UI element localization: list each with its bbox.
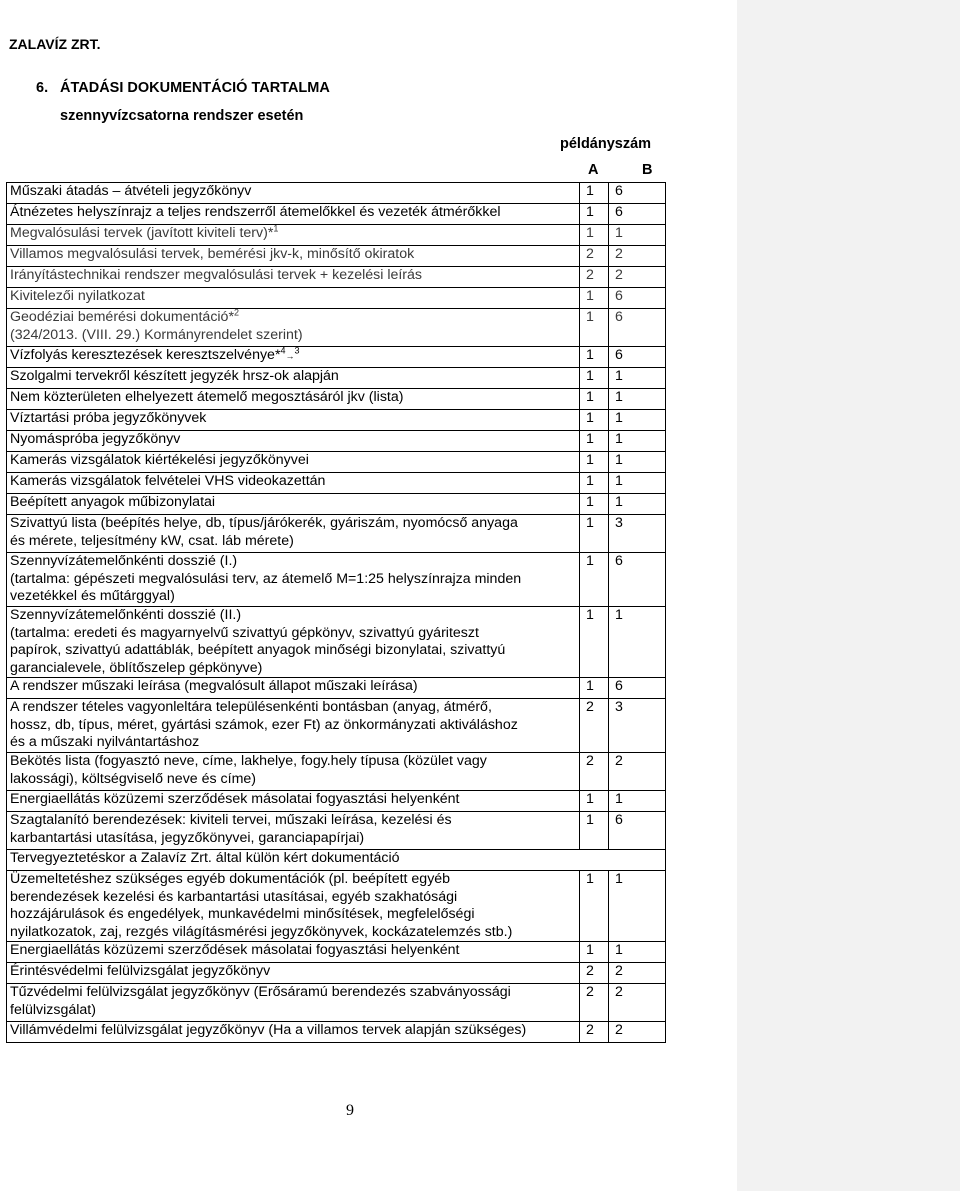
footnote-ref: 1 — [273, 223, 279, 234]
item-cell — [7, 553, 580, 607]
item-text-line2: karbantartási utasítása, jegyzőkönyvei, garanciapapírjai) — [10, 829, 365, 846]
copies-a: 1 — [580, 473, 609, 494]
copies-a: 1 — [580, 871, 609, 942]
table-row — [7, 850, 666, 871]
item-text: Szennyvízátemelőnkénti dosszié (II.) — [10, 607, 242, 623]
item-text-line2: (324/2013. (VIII. 29.) Kormányrendelet szerint) — [10, 326, 303, 343]
table-row — [7, 389, 666, 410]
document-table — [6, 182, 666, 1043]
item-text: Szagtalanító berendezések: kiviteli tervei, műszaki leírása, kezelési és — [10, 812, 452, 828]
item-text-line3: papírok, szivattyú adattáblák, beépített anyagok minőségi bizonylatai, szivattyú — [10, 642, 506, 658]
copies-a: 2 — [580, 699, 609, 753]
copies-b: 2 — [609, 753, 666, 791]
table-row — [7, 942, 666, 963]
copies-b: 1 — [609, 942, 666, 963]
table-row — [7, 347, 666, 368]
footnote-ref: 4 — [280, 345, 286, 356]
column-b-header: B — [642, 162, 653, 178]
table-row — [7, 267, 666, 288]
copies-a: 2 — [580, 984, 609, 1022]
section-title: ÁTADÁSI DOKUMENTÁCIÓ TARTALMA — [60, 80, 330, 96]
item-text: Kamerás vizsgálatok kiértékelési jegyzőkönyvei — [7, 452, 580, 473]
copies-a: 1 — [580, 347, 609, 368]
item-text: Műszaki átadás – átvételi jegyzőkönyv — [7, 183, 580, 204]
item-text: Érintésvédelmi felülvizsgálat jegyzőkönyv — [7, 963, 580, 984]
item-text: Megvalósulási tervek (javított kiviteli terv)* — [10, 225, 274, 241]
copies-a: 1 — [580, 452, 609, 473]
table-row — [7, 515, 666, 553]
copies-a: 1 — [580, 494, 609, 515]
item-text: Víztartási próba jegyzőkönyvek — [7, 410, 580, 431]
item-text: Nyomáspróba jegyzőkönyv — [7, 431, 580, 452]
item-cell — [7, 309, 580, 347]
copies-a: 1 — [580, 288, 609, 309]
item-text-line2: felülvizsgálat) — [10, 1001, 96, 1018]
copies-b: 1 — [609, 368, 666, 389]
item-text-line2: lakossági), költségviselő neve és címe) — [10, 770, 257, 787]
item-text: Átnézetes helyszínrajz a teljes rendszerről átemelőkkel és vezeték átmérőkkel — [7, 204, 580, 225]
item-text-line3: és a műszaki nyilvántartáshoz — [10, 734, 200, 750]
copies-b: 2 — [609, 984, 666, 1022]
item-text: A rendszer műszaki leírása (megvalósult állapot műszaki leírása) — [7, 678, 580, 699]
copies-a: 1 — [580, 553, 609, 607]
copies-a: 1 — [580, 368, 609, 389]
item-cell — [7, 347, 580, 368]
table-row — [7, 699, 666, 753]
copies-b: 1 — [609, 791, 666, 812]
copies-b: 6 — [609, 183, 666, 204]
copies-a: 1 — [580, 942, 609, 963]
item-text-line2: (tartalma: gépészeti megvalósulási terv, az átemelő M=1:25 helyszínrajza minden — [10, 570, 522, 587]
copies-a: 1 — [580, 791, 609, 812]
item-cell — [7, 812, 580, 850]
section-number: 6. — [36, 80, 49, 96]
item-cell — [7, 871, 580, 942]
copies-b: 6 — [609, 553, 666, 607]
item-text: Tervegyeztetéskor a Zalavíz Zrt. által külön kért dokumentáció — [7, 850, 666, 871]
table-row — [7, 225, 666, 246]
table-row — [7, 607, 666, 678]
copies-a: 1 — [580, 812, 609, 850]
item-text: Szennyvízátemelőnkénti dosszié (I.) — [10, 553, 238, 569]
item-text: Tűzvédelmi felülvizsgálat jegyzőkönyv (Erősáramú berendezés szabványossági — [10, 984, 511, 1000]
section-subtitle: szennyvízcsatorna rendszer esetén — [60, 108, 304, 124]
copies-label: példányszám — [560, 136, 652, 152]
copies-a: 1 — [580, 225, 609, 246]
comment-margin — [737, 0, 960, 1191]
copies-b: 1 — [609, 473, 666, 494]
table-row — [7, 204, 666, 225]
copies-b: 2 — [609, 963, 666, 984]
item-text: Vízfolyás keresztezések keresztszelvénye* — [10, 347, 281, 363]
copies-b: 2 — [609, 267, 666, 288]
item-text: Villamos megvalósulási tervek, bemérési jkv-k, minősítő okiratok — [7, 246, 580, 267]
item-text: Energiaellátás közüzemi szerződések másolatai fogyasztási helyenként — [7, 791, 580, 812]
section-heading — [36, 80, 330, 96]
copies-b: 1 — [609, 607, 666, 678]
copies-a: 2 — [580, 753, 609, 791]
item-text: Kivitelezői nyilatkozat — [7, 288, 580, 309]
table-row — [7, 678, 666, 699]
item-cell — [7, 225, 580, 246]
item-text: Nem közterületen elhelyezett átemelő megosztásáról jkv (lista) — [7, 389, 580, 410]
table-row — [7, 1022, 666, 1043]
table-row — [7, 553, 666, 607]
item-text-line4: garancialevele, öblítőszelep gépkönyve) — [10, 659, 263, 676]
copies-b: 3 — [609, 699, 666, 753]
table-row — [7, 984, 666, 1022]
item-text: Bekötés lista (fogyasztó neve, címe, lakhelye, fogy.hely típusa (közület vagy — [10, 753, 487, 769]
item-text-line3: hozzájárulások és engedélyek, munkavédelmi minősítések, megfelelőségi — [10, 906, 475, 922]
copies-a: 1 — [580, 389, 609, 410]
item-text: Szivattyú lista (beépítés helye, db, típus/járókerék, gyáriszám, nyomócső anyaga — [10, 515, 518, 531]
copies-a: 1 — [580, 309, 609, 347]
copies-a: 1 — [580, 410, 609, 431]
copies-a: 2 — [580, 246, 609, 267]
table-row — [7, 963, 666, 984]
copies-b: 2 — [609, 1022, 666, 1043]
item-text: Kamerás vizsgálatok felvételei VHS videokazettán — [7, 473, 580, 494]
item-text-line3: vezetékkel és műtárggyal) — [10, 588, 175, 604]
item-cell — [7, 699, 580, 753]
copies-b: 6 — [609, 812, 666, 850]
copies-b: 1 — [609, 410, 666, 431]
item-text-line2: berendezések kezelési és karbantartási utasításai, egyéb szakhatósági — [10, 888, 458, 905]
copies-b: 1 — [609, 225, 666, 246]
copies-a: 1 — [580, 515, 609, 553]
table-row — [7, 494, 666, 515]
copies-b: 6 — [609, 309, 666, 347]
copies-a: 1 — [580, 678, 609, 699]
item-text: Energiaellátás közüzemi szerződések másolatai fogyasztási helyenként — [7, 942, 580, 963]
copies-a: 1 — [580, 204, 609, 225]
table-row — [7, 473, 666, 494]
copies-b: 1 — [609, 452, 666, 473]
item-text: A rendszer tételes vagyonleltára településenkénti bontásban (anyag, átmérő, — [10, 699, 492, 715]
copies-b: 1 — [609, 431, 666, 452]
page-number: 9 — [346, 1102, 354, 1119]
table-row — [7, 753, 666, 791]
table-row — [7, 288, 666, 309]
copies-a: 1 — [580, 431, 609, 452]
copies-a: 2 — [580, 267, 609, 288]
copies-a: 1 — [580, 607, 609, 678]
copies-b: 6 — [609, 288, 666, 309]
item-text: Szolgalmi tervekről készített jegyzék hrsz-ok alapján — [7, 368, 580, 389]
copies-b: 2 — [609, 246, 666, 267]
table-row — [7, 368, 666, 389]
table-row — [7, 309, 666, 347]
table-row — [7, 452, 666, 473]
item-cell — [7, 753, 580, 791]
item-text: Geodéziai bemérési dokumentáció* — [10, 309, 234, 325]
item-text-line2: és mérete, teljesítmény kW, csat. láb mérete) — [10, 532, 294, 549]
copies-b: 1 — [609, 871, 666, 942]
item-text: Beépített anyagok műbizonylatai — [7, 494, 580, 515]
table-row — [7, 246, 666, 267]
copies-b: 6 — [609, 678, 666, 699]
company-name: ZALAVÍZ ZRT. — [9, 36, 101, 52]
item-text-line2: (tartalma: eredeti és magyarnyelvű szivattyú gépkönyv, szivattyú gyáriteszt — [10, 624, 479, 641]
table-row — [7, 183, 666, 204]
table-row — [7, 812, 666, 850]
table-row — [7, 410, 666, 431]
copies-b: 1 — [609, 494, 666, 515]
item-text-line2: hossz, db, típus, méret, gyártási számok, ezer Ft) az önkormányzati aktiváláshoz — [10, 716, 518, 733]
footnote-ref-2: 3 — [294, 345, 300, 356]
copies-b: 1 — [609, 389, 666, 410]
item-cell — [7, 984, 580, 1022]
item-text-line4: nyilatkozatok, zaj, rezgés világításmérési jegyzőkönyvek, kockázatelemzés stb.) — [10, 923, 513, 940]
arrow-icon: → — [285, 351, 295, 361]
item-text: Üzemeltetéshez szükséges egyéb dokumentációk (pl. beépített egyéb — [10, 871, 451, 887]
copies-b: 6 — [609, 347, 666, 368]
footnote-ref: 2 — [233, 307, 239, 318]
copies-a: 2 — [580, 963, 609, 984]
column-a-header: A — [588, 162, 599, 178]
item-cell — [7, 515, 580, 553]
item-text: Irányítástechnikai rendszer megvalósulási tervek + kezelési leírás — [7, 267, 580, 288]
table-row — [7, 791, 666, 812]
copies-b: 6 — [609, 204, 666, 225]
item-text: Villámvédelmi felülvizsgálat jegyzőkönyv (Ha a villamos tervek alapján szükséges) — [7, 1022, 580, 1043]
table-row — [7, 431, 666, 452]
item-cell — [7, 607, 580, 678]
copies-a: 2 — [580, 1022, 609, 1043]
table-row — [7, 871, 666, 942]
copies-a: 1 — [580, 183, 609, 204]
copies-b: 3 — [609, 515, 666, 553]
